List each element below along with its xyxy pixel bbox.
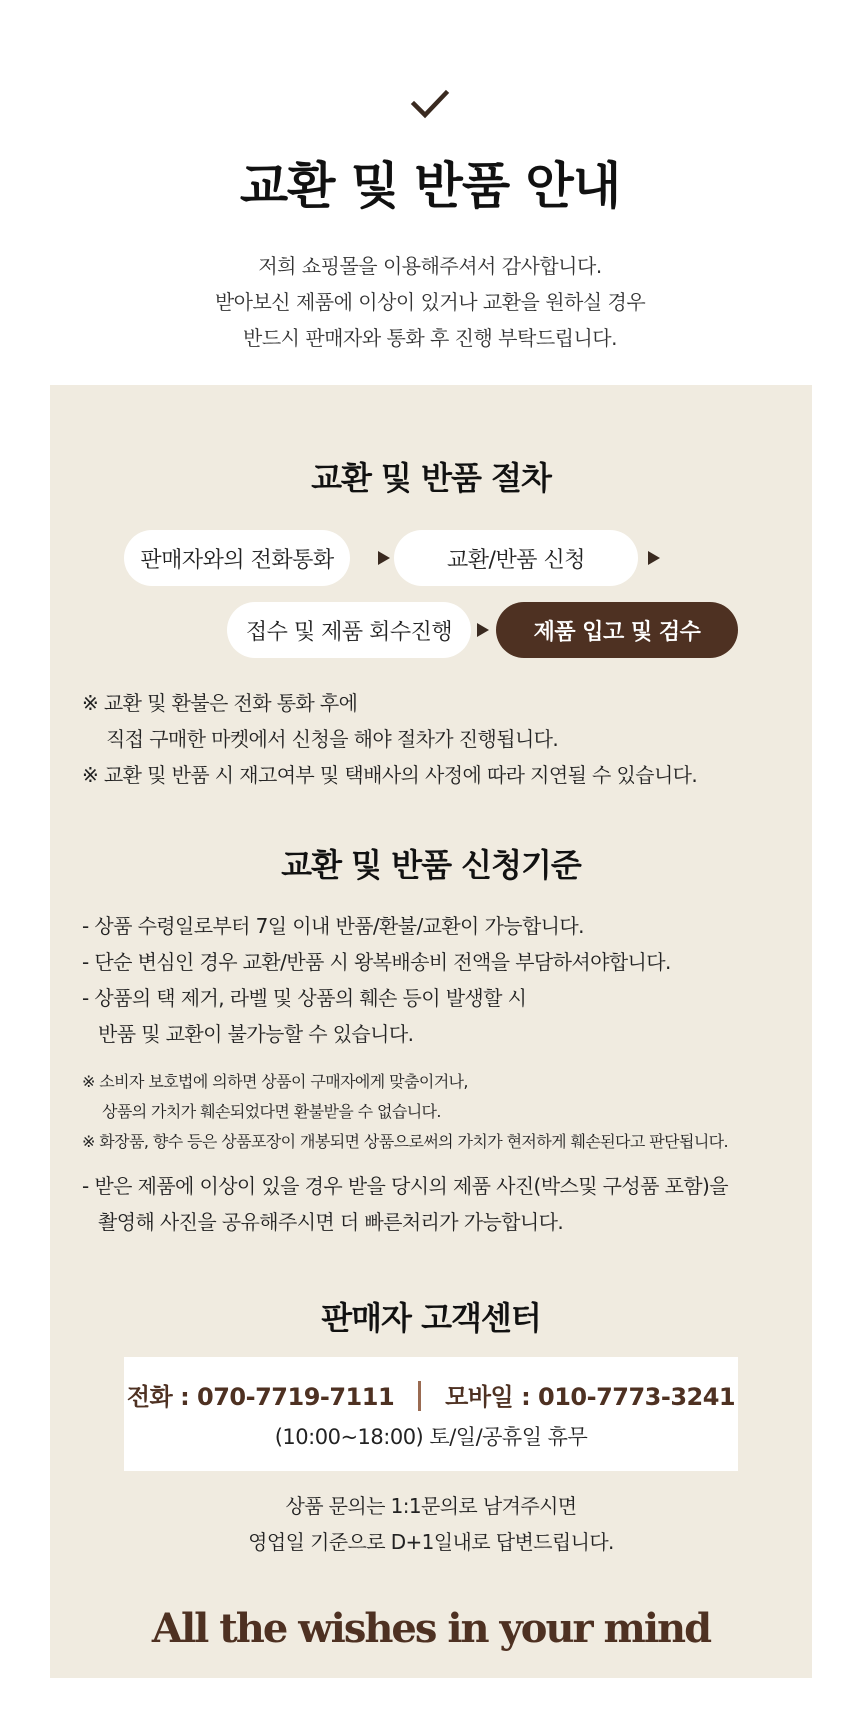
criteria-item: - 상품 수령일로부터 7일 이내 반품/환불/교환이 가능합니다. — [82, 914, 584, 938]
step-pill: 판매자와의 전화통화 — [124, 530, 350, 586]
info-panel — [50, 385, 812, 1678]
arrow-right-icon — [477, 623, 489, 637]
contact-numbers — [124, 1377, 738, 1412]
step-pill: 접수 및 제품 회수진행 — [227, 602, 471, 658]
inquiry-note: 영업일 기준으로 D+1일내로 답변드립니다. — [248, 1530, 614, 1554]
intro-line: 받아보신 제품에 이상이 있거나 교환을 원하실 경우 — [214, 290, 646, 314]
customer-center-title: 판매자 고객센터 — [321, 1299, 541, 1337]
criteria-item: - 단순 변심인 경우 교환/반품 시 왕복배송비 전액을 부담하셔야합니다. — [82, 950, 671, 974]
contact-box — [124, 1357, 738, 1471]
criteria-title: 교환 및 반품 신청기준 — [281, 846, 581, 884]
procedure-title: 교환 및 반품 절차 — [311, 459, 551, 497]
procedure-note: 직접 구매한 마켓에서 신청을 해야 절차가 진행됩니다. — [106, 727, 559, 751]
inquiry-note: 상품 문의는 1:1문의로 남겨주시면 — [285, 1494, 577, 1518]
fine-print: 상품의 가치가 훼손되었다면 환불받을 수 없습니다. — [102, 1102, 441, 1121]
intro-text — [0, 248, 860, 356]
brand-slogan: All the wishes in your mind — [151, 1605, 711, 1652]
page-title: 교환 및 반품 안내 — [239, 157, 621, 215]
step-pill: 교환/반품 신청 — [394, 530, 638, 586]
arrow-right-icon — [648, 551, 660, 565]
photo-note: - 받은 제품에 이상이 있을 경우 받을 당시의 제품 사진(박스및 구성품 포함)을 — [82, 1174, 728, 1198]
photo-note: 촬영해 사진을 공유해주시면 더 빠른처리가 가능합니다. — [98, 1210, 564, 1234]
business-hours: (10:00~18:00) 토/일/공휴일 휴무 — [274, 1425, 588, 1449]
intro-line: 반드시 판매자와 통화 후 진행 부탁드립니다. — [243, 326, 617, 350]
arrow-right-icon — [378, 551, 390, 565]
phone-number: 전화 : 070-7719-7111 — [126, 1383, 395, 1411]
divider — [418, 1381, 421, 1411]
check-icon — [410, 84, 450, 124]
intro-line: 저희 쇼핑몰을 이용해주셔서 감사합니다. — [258, 254, 602, 278]
procedure-note: ※ 교환 및 환불은 전화 통화 후에 — [82, 691, 358, 715]
fine-print: ※ 화장품, 향수 등은 상품포장이 개봉되면 상품으로써의 가치가 현저하게 훼손된다고 판단됩니다. — [82, 1132, 729, 1151]
criteria-item: 반품 및 교환이 불가능할 수 있습니다. — [98, 1022, 414, 1046]
step-pill-final: 제품 입고 및 검수 — [496, 602, 738, 658]
fine-print: ※ 소비자 보호법에 의하면 상품이 구매자에게 맞춤이거나, — [82, 1072, 468, 1091]
mobile-number: 모바일 : 010-7773-3241 — [445, 1383, 736, 1411]
procedure-note: ※ 교환 및 반품 시 재고여부 및 택배사의 사정에 따라 지연될 수 있습니다. — [82, 763, 698, 787]
criteria-item: - 상품의 택 제거, 라벨 및 상품의 훼손 등이 발생할 시 — [82, 986, 527, 1010]
